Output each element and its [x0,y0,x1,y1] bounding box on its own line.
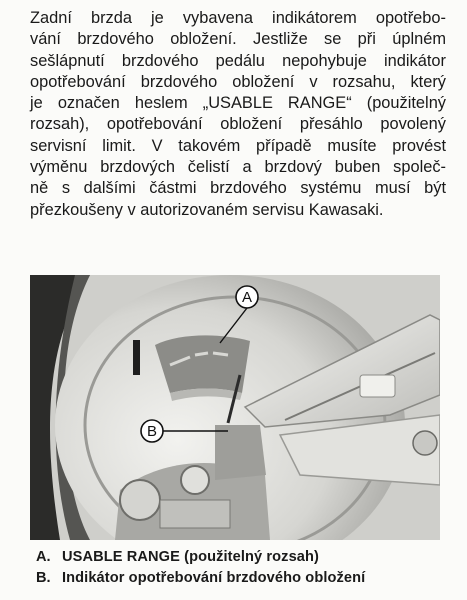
paragraph-line: je označen heslem „USABLE RANGE“ (použitelný [30,94,446,113]
indicator-body-shape [215,425,266,480]
brake-photo-figure [30,275,440,540]
paragraph-line: přezkoušeny v autorizovaném servisu Kawasaki. [30,200,384,219]
paragraph-line: rozsah), opotřebování obložení přesáhlo povolený [30,115,446,134]
caption-letter: A. [36,549,51,565]
caption-item [36,547,456,568]
caption-item [36,568,456,589]
paragraph-line: ně s dalšími částmi brzdového systému musí být [30,179,446,198]
caption-letter: B. [36,570,51,586]
caption-text: Indikátor opotřebování brzdového obložení [62,570,366,586]
lower-nut-shape [120,480,160,520]
lever-clamp-shape [360,375,395,397]
paragraph-line: výměnu brzdových čelistí a brzdový buben společ- [30,158,446,177]
caption-text: USABLE RANGE (použitelný rozsah) [62,549,319,565]
figure-captions [36,547,456,589]
callout-b-label: B [146,423,158,440]
usable-range-sector [155,335,250,393]
bolt-head-shape [413,431,437,455]
brake-illustration [30,275,440,540]
callout-a-label: A [241,289,253,306]
body-paragraph [30,8,446,221]
dark-bolt-shape [133,340,140,375]
paragraph-line: vání brzdového obložení. Jestliže se při úplném [30,30,446,49]
paragraph-line: sešlápnutí brzdového pedálu nepohybuje indikátor [30,51,446,70]
lower-bracket-shape [160,500,230,528]
lower-bolt-shape [181,466,209,494]
paragraph-line: opotřebování brzdového obložení v rozsahu, který [30,72,446,91]
paragraph-line: servisní limit. V takovém případě musíte provést [30,136,446,155]
paragraph-line: Zadní brzda je vybavena indikátorem opotřebo- [30,9,446,27]
